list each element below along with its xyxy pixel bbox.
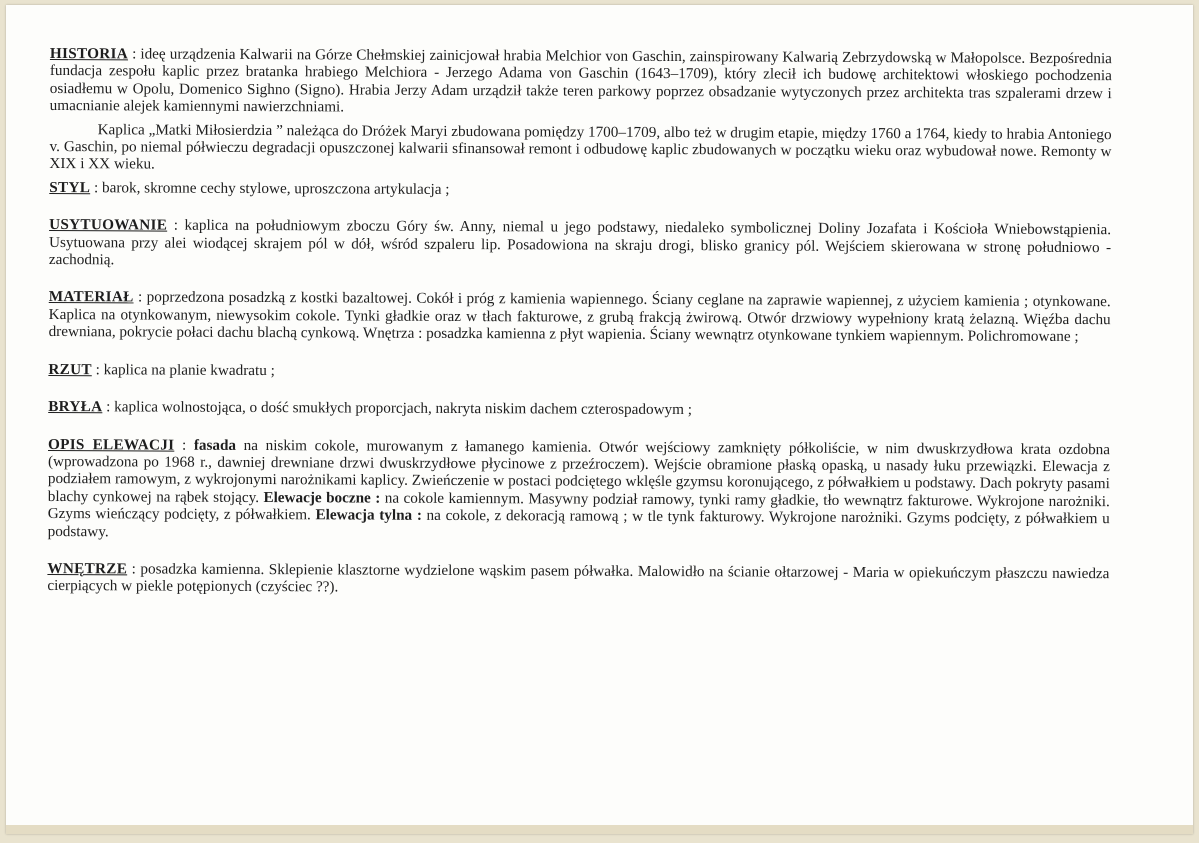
separator: : xyxy=(127,560,141,578)
document-body xyxy=(47,45,1112,600)
separator: : xyxy=(174,436,194,454)
section-historia-paragraph-2 xyxy=(49,121,1111,178)
label-elewacja-tylna: Elewacja tylna : xyxy=(315,506,422,524)
section-bryla xyxy=(48,398,1110,421)
section-styl xyxy=(49,179,1111,202)
separator: : xyxy=(91,360,104,378)
separator: : xyxy=(128,45,141,63)
heading-usytuowanie: USYTUOWANIE xyxy=(49,216,168,234)
text-bryla: kaplica wolnostojąca, o dość smukłych proporcjach, nakryta niskim dachem czterospadowym ; xyxy=(114,398,693,419)
heading-wnetrze: WNĘTRZE xyxy=(47,559,128,578)
section-usytuowanie xyxy=(49,216,1111,273)
heading-historia: HISTORIA xyxy=(49,45,129,63)
scan-bottom-edge xyxy=(6,825,1193,834)
heading-opis-elewacji: OPIS ELEWACJI xyxy=(48,435,175,454)
section-material xyxy=(49,288,1111,345)
section-historia xyxy=(50,45,1112,120)
text-usytuowanie: kaplica na południowym zboczu Góry św. Anny, niemal u jego podstawy, niedaleko symbolicznej Doliny Jozafata i Kościoła Wniebowstąpienia. Usytuowana przy alei wiodącej skrajem pól w dół, wśród szpaleru lip. Posadowiona na skraju drogi, blisko granicy pól. Wejściem skierowana w stronę południowo - zachodnią. xyxy=(48,216,1112,269)
document-page xyxy=(6,5,1193,834)
text-elewacje-boczne: na cokole kamiennym. Masywny podział ramowy, tynki ramy gładkie, tło wewnątrz fakturowe. Wykrojone narożniki. Gzyms wieńczący podcięty, z półwałkiem. xyxy=(47,489,1110,524)
label-fasada: fasada xyxy=(193,436,237,454)
text-historia: ideę urządzenia Kalwarii na Górze Chełmskiej zainicjował hrabia Melchior von Gaschin, zainspirowany Kalwarią Zebrzydowską w Małopolsce. Bezpośrednia fundacja zespołu kaplic przez bratanka hrabiego Melchiora - Jerzego Adama von Gaschin (1643–1709), który zlecił ich budowę architektowi włoskiego pochodzenia osiadłemu w Opolu, Domenico Sighno (Signo). Hrabia Jerzy Adam urządził także teren parkowy poprzez obsadzanie wytyczonych przez architekta tras szpalerami drzew i umacnianie alejek kamiennymi nawierzchniami. xyxy=(49,45,1112,116)
section-opis-elewacji xyxy=(48,435,1110,545)
heading-bryla: BRYŁA xyxy=(48,398,103,416)
separator: : xyxy=(90,179,103,197)
separator: : xyxy=(133,288,147,306)
label-elewacje-boczne: Elewacje boczne : xyxy=(263,488,381,507)
heading-material: MATERIAŁ xyxy=(48,288,134,306)
text-elewacja-tylna: na cokole, z dekoracją ramową ; w tle tynk fakturowy. Wykrojone narożniki. Gzyms podcięty, z półwałkiem u podstawy. xyxy=(47,506,1110,540)
heading-rzut: RZUT xyxy=(48,360,92,378)
section-rzut xyxy=(48,361,1110,384)
text-material: poprzedzona posadzką z kostki bazaltowej. Cokół i próg z kamienia wapiennego. Ściany ceglane na zaprawie wapiennej, z użyciem kamienia ; otynkowane. Kaplica na otynkowanym, niewysokim cokole. Tynki gładkie oraz w tłach fakturowe, z grubą frakcją żwirową. Otwór drzwiowy wypełniony kratą żelazną. Więźba dachu drewniana, pokrycie połaci dachu blachą cynkową. Wnętrza : posadzka kamienna z płyt wapienia. Ściany wewnątrz otynkowane tynkiem wapiennym. Polichromowane ; xyxy=(48,288,1111,346)
heading-styl: STYL xyxy=(49,178,91,197)
separator: : xyxy=(102,398,115,416)
separator: : xyxy=(167,216,185,234)
text-wnetrze: posadzka kamienna. Sklepienie klasztorne wydzielone wąskim pasem półwałka. Malowidło na ścianie ołtarzowej - Maria w opiekuńczym płaszczu nawiedza cierpiących w piekle potępionych (czyściec ??). xyxy=(47,560,1110,596)
text-fasada: na niskim cokole, murowanym z łamanego kamienia. Otwór wejściowy zamknięty półkoliście, w nim dwuskrzydłowa krata ozdobna (wprowadzona po 1968 r., dawniej drewniane drzwi dwuskrzydłowe płycinowe z przeźroczem). Wejście obramione płaską opaską, u nasady łuku przewiązki. Elewacja z podziałem ramowym, z wykrojonymi narożnikami kaplicy. Zwieńczenie w postaci podciętego wklęśle gzymsu koronującego, z półwałkiem u podstawy. Dach pokryty pasami blachy cynkowej na rąbek stojący. xyxy=(47,436,1111,506)
text-historia-paragraph-2: Kaplica „Matki Miłosierdzia ” należąca do Dróżek Maryi zbudowana pomiędzy 1700–1709, albo też w drugim etapie, między 1760 a 1764, kiedy to hrabia Antoniego v. Gaschin, po niemal półwieczu degradacji opuszczonej kalwarii sfinansował remont i odbudowę kaplic zbudowanych w początku wieku oraz wybudował nowe. Remonty w XIX i XX wieku. xyxy=(49,120,1112,173)
text-styl: barok, skromne cechy stylowe, uproszczona artykulacja ; xyxy=(101,179,450,198)
section-wnetrze xyxy=(47,560,1109,600)
text-rzut: kaplica na planie kwadratu ; xyxy=(103,360,275,379)
